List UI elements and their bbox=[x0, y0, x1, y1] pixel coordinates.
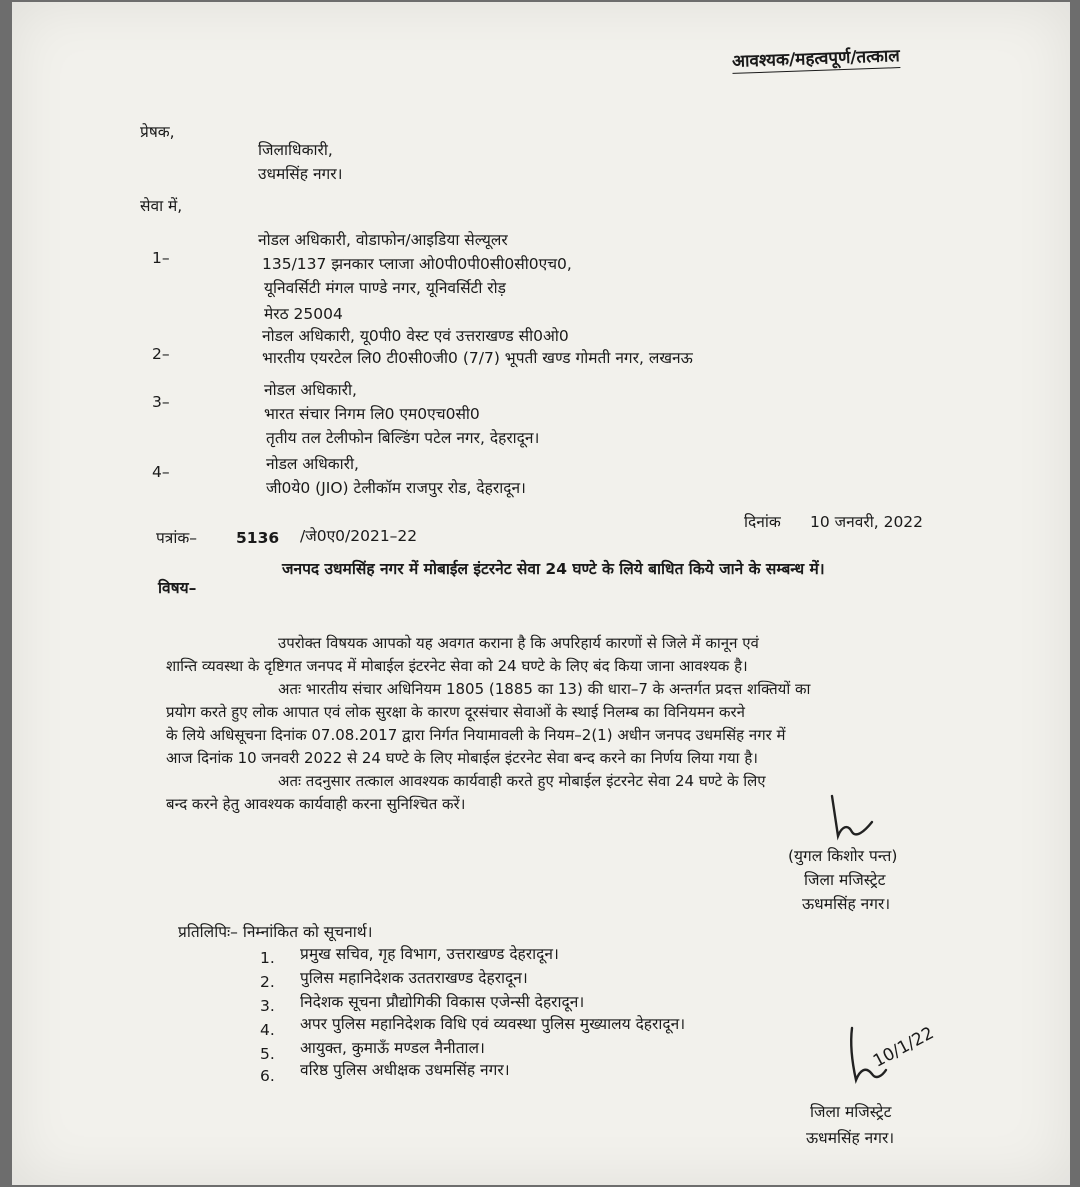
copy-item-number: 3. bbox=[260, 997, 275, 1015]
recipient-line: नोडल अधिकारी, bbox=[264, 381, 357, 399]
recipient-number: 1– bbox=[152, 249, 170, 267]
subject-label: विषय– bbox=[158, 579, 197, 597]
body-line: बन्द करने हेतु आवश्यक कार्यवाही करना सुनिश्चित करें। bbox=[166, 795, 466, 813]
recipient-line: मेरठ 25004 bbox=[264, 305, 343, 323]
copy-item-number: 4. bbox=[260, 1021, 275, 1039]
body-line: अतः भारतीय संचार अधिनियम 1805 (1885 का 13) की धारा–7 के अन्तर्गत प्रदत्त शक्तियों का bbox=[278, 680, 811, 698]
copy-item: प्रमुख सचिव, गृह विभाग, उत्तराखण्ड देहरादून। bbox=[300, 945, 559, 963]
signature-mark bbox=[820, 792, 900, 852]
recipient-line: नोडल अधिकारी, वोडाफोन/आइडिया सेल्यूलर bbox=[258, 231, 508, 249]
recipient-line: जी0ये0 (JIO) टेलीकॉम राजपुर रोड, देहरादून। bbox=[266, 479, 526, 497]
recipient-number: 3– bbox=[152, 393, 170, 411]
sender-line: जिलाधिकारी, bbox=[258, 141, 333, 159]
recipient-number: 2– bbox=[152, 345, 170, 363]
footer-designation: जिला मजिस्ट्रेट bbox=[810, 1103, 892, 1121]
copy-item-number: 2. bbox=[260, 973, 275, 991]
body-line: शान्ति व्यवस्था के दृष्टिगत जनपद में मोबाईल इंटरनेट सेवा को 24 घण्टे के लिए बंद किया जाना आवश्यक है। bbox=[166, 657, 748, 675]
letter-page bbox=[12, 2, 1070, 1185]
footer-place: ऊधमसिंह नगर। bbox=[806, 1129, 895, 1147]
copy-item: निदेशक सूचना प्रौद्योगिकी विकास एजेन्सी देहरादून। bbox=[300, 993, 585, 1011]
recipient-line: 135/137 झनकार प्लाजा ओ0पी0पी0सी0सी0एच0, bbox=[262, 255, 572, 273]
recipient-line: यूनिवर्सिटी मंगल पाण्डे नगर, यूनिवर्सिटी रोड़ bbox=[264, 279, 506, 297]
signatory-name: (युगल किशोर पन्त) bbox=[788, 847, 898, 865]
body-line: आज दिनांक 10 जनवरी 2022 से 24 घण्टे के लिए मोबाईल इंटरनेट सेवा बन्द करने का निर्णय लिया गया है। bbox=[166, 749, 758, 767]
sender-line: उधमसिंह नगर। bbox=[258, 165, 343, 183]
sender-label: प्रेषक, bbox=[140, 123, 175, 141]
recipient-line: भारत संचार निगम लि0 एम0एच0सी0 bbox=[264, 405, 480, 423]
recipient-number: 4– bbox=[152, 463, 170, 481]
ref-number: 5136 bbox=[236, 529, 280, 547]
copy-item: अपर पुलिस महानिदेशक विधि एवं व्यवस्था पुलिस मुख्यालय देहरादून। bbox=[300, 1015, 686, 1033]
urgency-heading: आवश्यक/महत्वपूर्ण/तत्काल bbox=[732, 43, 900, 72]
ref-label: पत्रांक– bbox=[156, 529, 198, 547]
recipient-line: नोडल अधिकारी, bbox=[266, 455, 359, 473]
recipient-line: नोडल अधिकारी, यू0पी0 वेस्ट एवं उत्तराखण्ड सी0ओ0 bbox=[262, 327, 569, 345]
body-line: अतः तदनुसार तत्काल आवश्यक कार्यवाही करते हुए मोबाईल इंटरनेट सेवा 24 घण्टे के लिए bbox=[278, 772, 766, 790]
copy-label: प्रतिलिपिः– निम्नांकित को सूचनार्थ। bbox=[178, 923, 373, 941]
date-label: दिनांक bbox=[744, 513, 781, 531]
to-label: सेवा में, bbox=[140, 197, 183, 215]
ref-suffix: /जे0ए0/2021–22 bbox=[300, 527, 418, 545]
body-line: प्रयोग करते हुए लोक आपात एवं लोक सुरक्षा के कारण दूरसंचार सेवाओं के स्थाई निलम्ब का विनियमन करने bbox=[166, 703, 745, 721]
copy-item: आयुक्त, कुमाऊँ मण्डल नैनीताल। bbox=[300, 1039, 485, 1057]
body-line: उपरोक्त विषयक आपको यह अवगत कराना है कि अपरिहार्य कारणों से जिले में कानून एवं bbox=[278, 634, 759, 652]
recipient-line: भारतीय एयरटेल लि0 टी0सी0जी0 (7/7) भूपती खण्ड गोमती नगर, लखनऊ bbox=[262, 349, 693, 367]
copy-item-number: 5. bbox=[260, 1045, 275, 1063]
signatory-designation: जिला मजिस्ट्रेट bbox=[804, 871, 886, 889]
body-text bbox=[166, 632, 976, 816]
handwritten-date: 10/1/22 bbox=[870, 1023, 938, 1072]
signatory-place: ऊधमसिंह नगर। bbox=[802, 895, 891, 913]
copy-item: वरिष्ठ पुलिस अधीक्षक उधमसिंह नगर। bbox=[300, 1061, 510, 1079]
copy-item-number: 1. bbox=[260, 949, 275, 967]
letter-date: 10 जनवरी, 2022 bbox=[810, 513, 924, 531]
recipient-line: तृतीय तल टेलीफोन बिल्डिंग पटेल नगर, देहरादून। bbox=[266, 429, 540, 447]
copy-item-number: 6. bbox=[260, 1067, 275, 1085]
body-line: के लिये अधिसूचना दिनांक 07.08.2017 द्वारा निर्गत नियामावली के नियम–2(1) अधीन जनपद उधमसिंह नगर में bbox=[166, 726, 786, 744]
copy-item: पुलिस महानिदेशक उततराखण्ड देहरादून। bbox=[300, 969, 528, 987]
subject-text: जनपद उधमसिंह नगर में मोबाईल इंटरनेट सेवा 24 घण्टे के लिये बाधित किये जाने के सम्बन्ध में। bbox=[282, 560, 825, 578]
